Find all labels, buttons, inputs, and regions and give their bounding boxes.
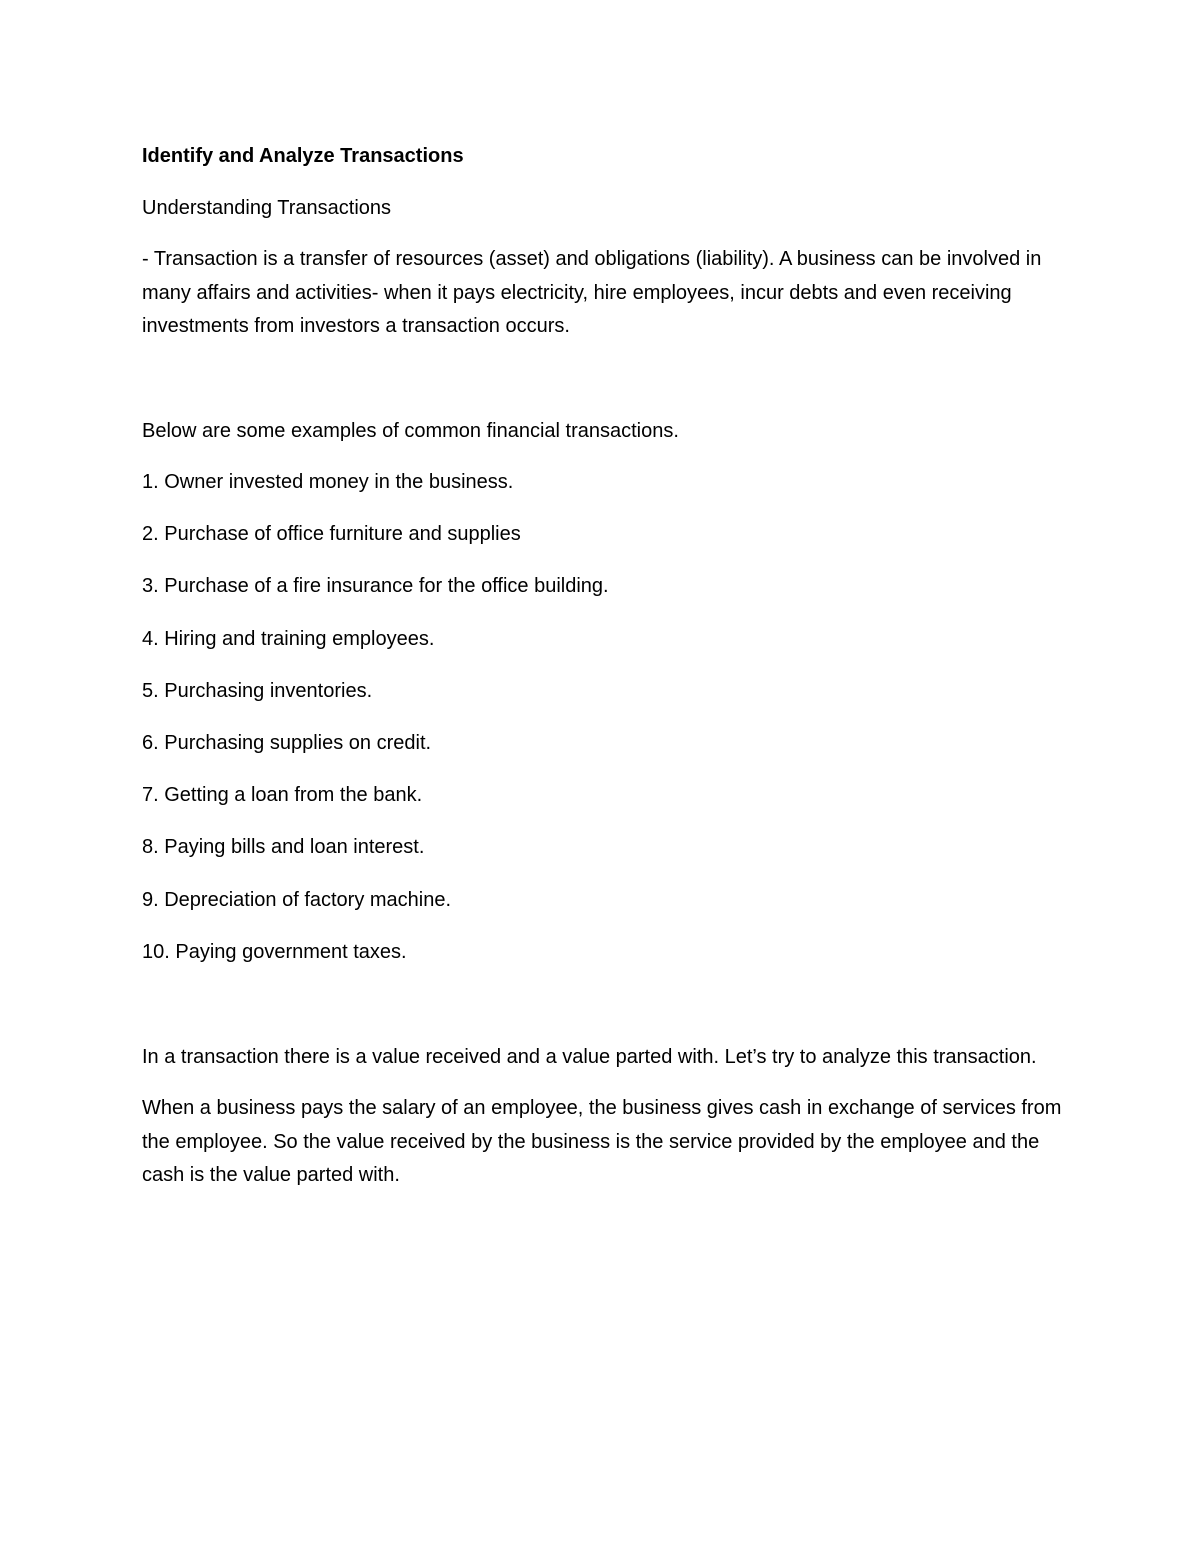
list-item: 3. Purchase of a fire insurance for the office building. [142, 575, 609, 598]
list-item: 4. Hiring and training employees. [142, 627, 435, 650]
analysis-intro-paragraph: In a transaction there is a value received and a value parted with. Let’s try to analyze this transaction. [142, 1045, 1037, 1068]
list-item: 8. Paying bills and loan interest. [142, 836, 425, 859]
section-heading: Understanding Transactions [142, 196, 392, 219]
list-item: 1. Owner invested money in the business. [142, 471, 514, 493]
examples-intro: Below are some examples of common financial transactions. [142, 419, 679, 442]
spacer [142, 344, 1062, 415]
spacer [142, 988, 1062, 1041]
list-item: 5. Purchasing inventories. [142, 679, 373, 702]
list-item: 10. Paying government taxes. [142, 940, 407, 963]
document-title: Identify and Analyze Transactions [142, 145, 464, 167]
list-item: 6. Purchasing supplies on credit. [142, 731, 432, 754]
document-page [142, 140, 1062, 1193]
examples-list [142, 466, 1062, 969]
list-item: 2. Purchase of office furniture and supplies [142, 523, 521, 546]
list-item: 7. Getting a loan from the bank. [142, 784, 423, 807]
definition-paragraph: - Transaction is a transfer of resources (asset) and obligations (liability). A business can be involved in many affairs and activities- when it pays electricity, hire employees, incur debts and even receiving investments from investors a transaction occurs. [142, 248, 1042, 337]
analysis-example-paragraph: When a business pays the salary of an employee, the business gives cash in exchange of services from the employee. So the value received by the business is the service provided by the employee and the cash is the value parted with. [142, 1097, 1062, 1187]
list-item: 9. Depreciation of factory machine. [142, 888, 452, 911]
